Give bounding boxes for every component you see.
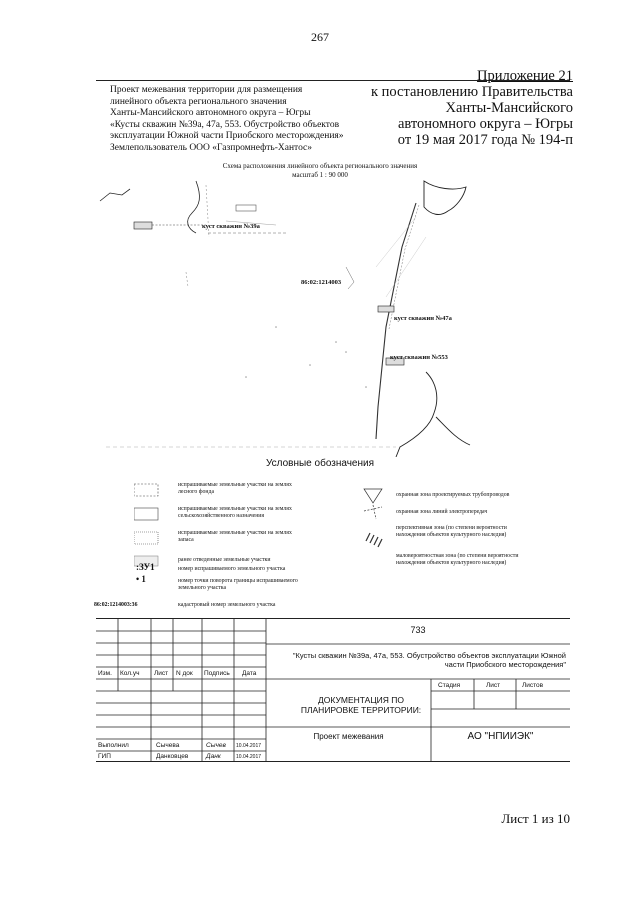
project-note-line: линейного объекта регионального значения xyxy=(110,96,287,107)
stamp-date: 10.04.2017 xyxy=(236,754,262,760)
legend-item: ранее отведенные земельные участки xyxy=(178,557,271,563)
stamp-stage-header: Стадия xyxy=(438,682,461,689)
legend-right xyxy=(360,485,575,575)
stamp-role: Выполнил xyxy=(98,742,129,749)
map-parcel xyxy=(236,205,256,211)
legend-cad-text: кадастровый номер земельного участка xyxy=(178,602,276,608)
well-pad-39a xyxy=(134,222,152,229)
legend-left xyxy=(94,480,330,610)
legend-item: испрашиваемые земельные участки на землях запаса xyxy=(178,530,292,543)
map-water-south xyxy=(396,372,470,457)
scheme-heading: Схема расположения линейного объекта регионального значения xyxy=(222,162,418,170)
site-map xyxy=(96,177,476,457)
appendix-line: от 19 мая 2017 года № 194-п xyxy=(397,132,573,148)
legend-cad-code: 86:02:1214003:36 xyxy=(94,602,138,608)
appendix-title: Приложение 21 xyxy=(477,68,573,84)
legend-right-item: охранная зона проектируемых трубопроводов xyxy=(396,492,510,498)
project-note-line: эксплуатации Южной части Приобского месторождения» xyxy=(110,131,344,141)
legend-right-item: перспективная зона (по степени вероятности нахождения объектов культурного наследия) xyxy=(396,525,507,538)
legend-zu-text: номер испрашиваемого земельного участка xyxy=(178,566,286,572)
appendix-line: к постановлению Правительства xyxy=(371,84,573,100)
stamp-org: АО "НПИИЭК" xyxy=(467,731,534,742)
stamp-sheets-header: Листов xyxy=(522,682,544,689)
scheme-scale: масштаб 1 : 90 000 xyxy=(292,171,348,179)
project-note-line: «Кусты скважин №39а, 47а, 553. Обустройство объектов xyxy=(110,119,340,130)
stamp-header-date: Дата xyxy=(242,670,257,677)
project-note-line: Проект межевания территории для размещения xyxy=(110,85,303,95)
stamp-header-sign: Подпись xyxy=(204,670,230,677)
stamp-object-title: "Кусты скважин №39а, 47а, 553. Обустройство объектов эксплуатации Южной части Приобского месторождения" xyxy=(292,651,566,669)
stamp-header-sheet: Лист xyxy=(154,670,169,677)
stamp-subtitle: Проект межевания xyxy=(313,732,384,741)
stamp-name: Сычева xyxy=(156,742,180,749)
stamp-header-change: Изм. xyxy=(98,670,112,677)
appendix-block xyxy=(330,68,573,148)
title-block xyxy=(96,618,570,762)
project-note-line: Ханты-Мансийского автономного округа – Югры xyxy=(110,108,311,118)
legend-right-item: охранная зона линий электропередач xyxy=(396,509,488,515)
stamp-signature: Данк xyxy=(206,753,221,760)
page-number: 267 xyxy=(311,30,329,44)
legend-title: Условные обозначения xyxy=(265,458,375,469)
stamp-role: ГИП xyxy=(98,753,111,760)
stamp-doc-title: ДОКУМЕНТАЦИЯ ПО ПЛАНИРОВКЕ ТЕРРИТОРИИ: xyxy=(300,695,422,715)
project-note-line: Землепользователь ООО «Газпромнефть-Хантос» xyxy=(110,142,313,153)
legend-right-swatches xyxy=(360,485,386,565)
legend-right-item: маловероятностная зона (по степени вероятности нахождения объектов культурного наследия) xyxy=(396,553,519,566)
sheet-footer: Лист 1 из 10 xyxy=(501,811,570,826)
stamp-header-doc: N док xyxy=(176,670,193,677)
appendix-line: Ханты-Мансийского xyxy=(445,100,573,116)
well-pad-47a xyxy=(378,306,394,312)
stamp-signature: Сычев xyxy=(206,742,226,749)
stamp-date: 10.04.2017 xyxy=(236,743,262,749)
map-water-north xyxy=(424,181,466,214)
map-label-cadastral: 86:02:1214003 xyxy=(301,279,342,286)
legend-item: испрашиваемые земельные участки на землях лесного фонда xyxy=(178,482,292,495)
appendix-line: автономного округа – Югры xyxy=(397,116,573,132)
stamp-header-count: Кол.уч xyxy=(120,670,140,677)
stamp-code: 733 xyxy=(410,625,426,635)
map-label-well-553: куст скважин №553 xyxy=(390,354,448,361)
legend-item: испрашиваемые земельные участки на землях сельскохозяйственного назначения xyxy=(178,506,292,519)
stamp-name: Данковцев xyxy=(156,753,189,760)
map-label-well-39a: куст скважин №39а xyxy=(202,223,260,230)
legend-point-code: • 1 xyxy=(136,574,146,584)
legend-zu-code: :ЗУ1 xyxy=(136,562,155,572)
stamp-sheet-header: Лист xyxy=(486,682,501,689)
legend-point-number: 1 xyxy=(141,574,146,584)
legend-point-text: номер точки поворота границы испрашиваемого земельного участка xyxy=(178,578,298,591)
map-label-well-47a: куст скважин №47а xyxy=(394,315,452,322)
